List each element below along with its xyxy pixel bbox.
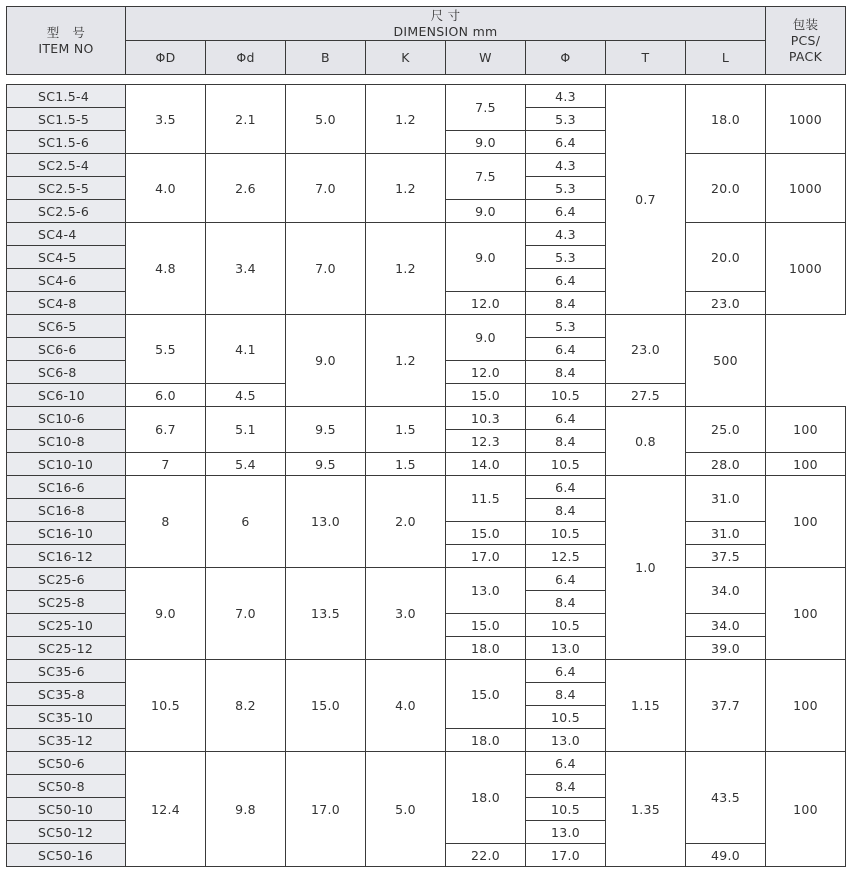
phi-d-cell: 9.8 (206, 752, 286, 867)
L-cell: 37.7 (686, 660, 766, 752)
phi-cell: 6.4 (526, 660, 606, 683)
phi-cell: 10.5 (526, 614, 606, 637)
item-cell: SC4-6 (7, 269, 126, 292)
column-header: K (366, 41, 446, 75)
phi-D-cell: 4.0 (126, 154, 206, 223)
L-cell: 20.0 (686, 154, 766, 223)
phi-cell: 6.4 (526, 200, 606, 223)
W-cell: 18.0 (446, 637, 526, 660)
phi-cell: 10.5 (526, 522, 606, 545)
T-cell: 0.7 (606, 85, 686, 315)
B-cell: 15.0 (286, 660, 366, 752)
dimension-header-cn: 尺 寸 (430, 7, 461, 23)
W-cell: 12.3 (446, 430, 526, 453)
phi-cell: 6.4 (526, 269, 606, 292)
item-cell: SC16-12 (7, 545, 126, 568)
pack-cell: 100 (766, 453, 846, 476)
W-cell: 12.0 (446, 292, 526, 315)
phi-cell: 6.4 (526, 407, 606, 430)
K-cell: 1.5 (366, 453, 446, 476)
L-cell: 31.0 (686, 476, 766, 522)
phi-d-cell: 5.4 (206, 453, 286, 476)
K-cell: 1.2 (366, 315, 446, 407)
pack-cell: 1000 (766, 85, 846, 154)
L-cell: 37.5 (686, 545, 766, 568)
B-cell: 9.5 (286, 453, 366, 476)
item-cell: SC16-8 (7, 499, 126, 522)
phi-d-cell: 3.4 (206, 223, 286, 315)
phi-d-cell: 2.6 (206, 154, 286, 223)
phi-cell: 6.4 (526, 476, 606, 499)
pack-header-en1: PCS/ (790, 32, 821, 48)
L-cell: 34.0 (686, 614, 766, 637)
phi-D-cell: 3.5 (126, 85, 206, 154)
item-cell: SC10-8 (7, 430, 126, 453)
pack-cell: 1000 (766, 154, 846, 223)
item-cell: SC25-6 (7, 568, 126, 591)
pack-cell: 100 (766, 752, 846, 867)
item-cell: SC16-10 (7, 522, 126, 545)
item-cell: SC50-6 (7, 752, 126, 775)
L-cell: 20.0 (686, 223, 766, 292)
column-header: B (286, 41, 366, 75)
phi-cell: 13.0 (526, 637, 606, 660)
phi-cell: 5.3 (526, 246, 606, 269)
W-cell: 18.0 (446, 752, 526, 844)
item-cell: SC35-10 (7, 706, 126, 729)
W-cell: 9.0 (446, 131, 526, 154)
item-cell: SC50-12 (7, 821, 126, 844)
phi-cell: 6.4 (526, 752, 606, 775)
W-cell: 10.3 (446, 407, 526, 430)
phi-cell: 10.5 (526, 706, 606, 729)
phi-D-cell: 8 (126, 476, 206, 568)
item-cell: SC1.5-6 (7, 131, 126, 154)
phi-D-cell: 9.0 (126, 568, 206, 660)
phi-cell: 8.4 (526, 683, 606, 706)
table-row (7, 453, 846, 476)
K-cell: 4.0 (366, 660, 446, 752)
item-cell: SC50-8 (7, 775, 126, 798)
phi-d-cell: 8.2 (206, 660, 286, 752)
table-row (7, 85, 846, 108)
B-cell: 5.0 (286, 85, 366, 154)
item-cell: SC35-8 (7, 683, 126, 706)
B-cell: 13.0 (286, 476, 366, 568)
dimension-header-en: DIMENSION mm (393, 23, 498, 39)
item-cell: SC16-6 (7, 476, 126, 499)
spec-table (6, 84, 846, 867)
item-cell: SC10-10 (7, 453, 126, 476)
item-cell: SC25-12 (7, 637, 126, 660)
K-cell: 5.0 (366, 752, 446, 867)
B-cell: 17.0 (286, 752, 366, 867)
item-cell: SC50-16 (7, 844, 126, 867)
L-cell: 39.0 (686, 637, 766, 660)
phi-cell: 13.0 (526, 729, 606, 752)
item-cell: SC2.5-6 (7, 200, 126, 223)
W-cell: 15.0 (446, 384, 526, 407)
column-header: Φ (526, 41, 606, 75)
item-cell: SC35-12 (7, 729, 126, 752)
K-cell: 1.2 (366, 223, 446, 315)
L-cell: 25.0 (686, 407, 766, 453)
table-row (7, 660, 846, 683)
item-cell: SC50-10 (7, 798, 126, 821)
item-cell: SC4-8 (7, 292, 126, 315)
phi-cell: 8.4 (526, 775, 606, 798)
pack-header (766, 7, 846, 75)
phi-cell: 4.3 (526, 85, 606, 108)
phi-D-cell: 5.5 (126, 315, 206, 384)
B-cell: 9.5 (286, 407, 366, 453)
phi-D-cell: 7 (126, 453, 206, 476)
item-no-header (7, 7, 126, 75)
phi-cell: 12.5 (526, 545, 606, 568)
pack-header-en2: PACK (788, 48, 823, 64)
table-row (7, 154, 846, 177)
W-cell: 22.0 (446, 844, 526, 867)
phi-cell: 8.4 (526, 292, 606, 315)
phi-d-cell: 4.1 (206, 315, 286, 384)
phi-cell: 6.4 (526, 131, 606, 154)
phi-cell: 8.4 (526, 499, 606, 522)
phi-d-cell: 2.1 (206, 85, 286, 154)
column-header: Φd (206, 41, 286, 75)
dimension-header (126, 7, 766, 41)
item-cell: SC4-5 (7, 246, 126, 269)
T-cell: 1.15 (606, 660, 686, 752)
W-cell: 15.0 (446, 660, 526, 729)
phi-D-cell: 4.8 (126, 223, 206, 315)
B-cell: 7.0 (286, 223, 366, 315)
header-table (6, 6, 846, 75)
item-cell: SC4-4 (7, 223, 126, 246)
phi-cell: 5.3 (526, 315, 606, 338)
W-cell: 13.0 (446, 568, 526, 614)
W-cell: 7.5 (446, 154, 526, 200)
item-cell: SC6-6 (7, 338, 126, 361)
B-cell: 7.0 (286, 154, 366, 223)
item-no-header-cn: 型 号 (46, 24, 86, 40)
B-cell: 9.0 (286, 315, 366, 407)
phi-cell: 10.5 (526, 453, 606, 476)
item-cell: SC10-6 (7, 407, 126, 430)
phi-d-cell: 7.0 (206, 568, 286, 660)
phi-cell: 4.3 (526, 154, 606, 177)
K-cell: 3.0 (366, 568, 446, 660)
T-cell: 1.35 (606, 752, 686, 867)
L-cell: 34.0 (686, 568, 766, 614)
L-cell: 23.0 (606, 315, 686, 384)
W-cell: 9.0 (446, 200, 526, 223)
K-cell: 1.2 (366, 85, 446, 154)
W-cell: 9.0 (446, 223, 526, 292)
K-cell: 1.2 (366, 154, 446, 223)
phi-cell: 8.4 (526, 361, 606, 384)
T-cell: 0.8 (606, 407, 686, 476)
phi-cell: 8.4 (526, 591, 606, 614)
W-cell: 17.0 (446, 545, 526, 568)
item-cell: SC6-8 (7, 361, 126, 384)
item-cell: SC1.5-4 (7, 85, 126, 108)
W-cell: 11.5 (446, 476, 526, 522)
item-cell: SC6-5 (7, 315, 126, 338)
item-no-header-en: ITEM NO (38, 40, 94, 56)
phi-cell: 10.5 (526, 798, 606, 821)
item-cell: SC2.5-5 (7, 177, 126, 200)
column-header: W (446, 41, 526, 75)
T-cell: 1.0 (606, 476, 686, 660)
phi-D-cell: 12.4 (126, 752, 206, 867)
phi-D-cell: 6.7 (126, 407, 206, 453)
item-cell: SC35-6 (7, 660, 126, 683)
phi-cell: 13.0 (526, 821, 606, 844)
L-cell: 43.5 (686, 752, 766, 844)
table-row (7, 568, 846, 591)
column-header: L (686, 41, 766, 75)
column-header: ΦD (126, 41, 206, 75)
phi-cell: 6.4 (526, 338, 606, 361)
table-row (7, 476, 846, 499)
L-cell: 27.5 (606, 384, 686, 407)
L-cell: 18.0 (686, 85, 766, 154)
L-cell: 31.0 (686, 522, 766, 545)
K-cell: 2.0 (366, 476, 446, 568)
phi-D-cell: 10.5 (126, 660, 206, 752)
W-cell: 9.0 (446, 315, 526, 361)
phi-D-cell: 6.0 (126, 384, 206, 407)
table-row (7, 407, 846, 430)
pack-cell: 500 (686, 315, 766, 407)
K-cell: 1.5 (366, 407, 446, 453)
column-header: T (606, 41, 686, 75)
L-cell: 23.0 (686, 292, 766, 315)
B-cell: 13.5 (286, 568, 366, 660)
W-cell: 15.0 (446, 522, 526, 545)
phi-d-cell: 6 (206, 476, 286, 568)
pack-header-cn: 包装 (792, 16, 819, 32)
table-row (7, 315, 846, 338)
phi-cell: 4.3 (526, 223, 606, 246)
phi-cell: 8.4 (526, 430, 606, 453)
pack-cell: 100 (766, 476, 846, 568)
phi-d-cell: 5.1 (206, 407, 286, 453)
W-cell: 18.0 (446, 729, 526, 752)
L-cell: 49.0 (686, 844, 766, 867)
W-cell: 7.5 (446, 85, 526, 131)
item-cell: SC1.5-5 (7, 108, 126, 131)
phi-cell: 10.5 (526, 384, 606, 407)
L-cell: 28.0 (686, 453, 766, 476)
phi-cell: 5.3 (526, 108, 606, 131)
item-cell: SC25-8 (7, 591, 126, 614)
item-cell: SC2.5-4 (7, 154, 126, 177)
item-cell: SC6-10 (7, 384, 126, 407)
W-cell: 15.0 (446, 614, 526, 637)
pack-cell: 1000 (766, 223, 846, 315)
W-cell: 14.0 (446, 453, 526, 476)
pack-cell: 100 (766, 660, 846, 752)
phi-cell: 5.3 (526, 177, 606, 200)
phi-cell: 6.4 (526, 568, 606, 591)
pack-cell: 100 (766, 568, 846, 660)
item-cell: SC25-10 (7, 614, 126, 637)
table-row (7, 752, 846, 775)
pack-cell: 100 (766, 407, 846, 453)
table-row (7, 223, 846, 246)
W-cell: 12.0 (446, 361, 526, 384)
phi-cell: 17.0 (526, 844, 606, 867)
phi-d-cell: 4.5 (206, 384, 286, 407)
